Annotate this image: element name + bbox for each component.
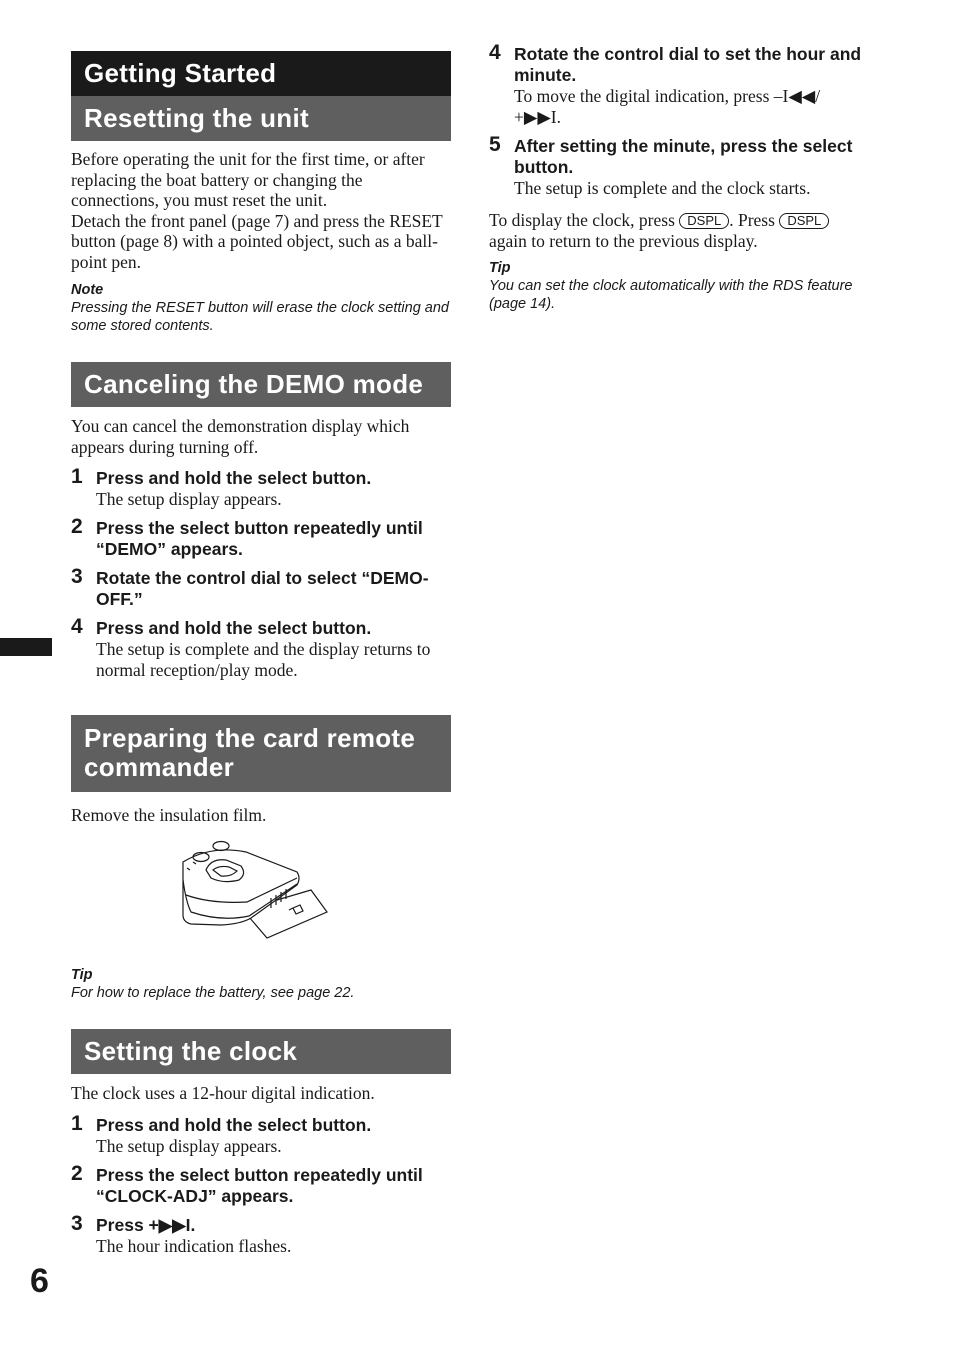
step-title: Press and hold the select button. [96, 618, 372, 638]
step-body: The setup display appears. [96, 489, 282, 509]
card-title-line-1: Preparing the card remote [84, 723, 416, 753]
demo-intro: You can cancel the demonstration display which appears during turning off. [71, 416, 410, 457]
step-body: The hour indication flashes. [96, 1236, 292, 1256]
step-title: Rotate the control dial to set the hour and minute. [514, 44, 862, 85]
demo-step-4 [71, 615, 451, 681]
dspl-key: DSPL [679, 213, 729, 229]
step-body: The setup is complete and the clock starts. [514, 178, 811, 198]
step-number: 3 [71, 1212, 83, 1235]
card-title-line-2: commander [84, 752, 235, 782]
section-title-card-remote [71, 715, 451, 792]
section-title-resetting: Resetting the unit [71, 96, 451, 141]
clock-step-5 [489, 133, 869, 199]
step-title: Rotate the control dial to select “DEMO-OFF.” [96, 568, 429, 609]
card-remote-illustration [71, 840, 451, 955]
card-intro: Remove the insulation film. [71, 805, 267, 825]
step-number: 5 [489, 133, 501, 156]
section-tab-marker [0, 638, 52, 656]
clock-intro: The clock uses a 12-hour digital indication. [71, 1082, 375, 1103]
note-heading: Note [71, 282, 104, 298]
step-body: The setup is complete and the display returns to normal reception/play mode. [96, 639, 431, 680]
card-tip-text: For how to replace the battery, see page 22. [71, 984, 355, 1001]
note-text: Pressing the RESET button will erase the clock setting and some stored contents. [71, 300, 449, 334]
page-number: 6 [30, 1262, 49, 1300]
step-title: Press the select button repeatedly until “DEMO” appears. [96, 518, 423, 559]
clock-step-1 [71, 1112, 451, 1157]
step-title: Press the select button repeatedly until “CLOCK-ADJ” appears. [96, 1165, 423, 1206]
clock-tip-heading: Tip [489, 260, 511, 276]
section-title-clock: Setting the clock [71, 1029, 451, 1074]
clock-step-2 [71, 1162, 451, 1207]
card-remote-drawing [71, 840, 451, 955]
demo-step-1 [71, 465, 451, 510]
step-number: 1 [71, 1112, 83, 1135]
chapter-title: Getting Started [71, 51, 451, 96]
step-number: 1 [71, 465, 83, 488]
step-number: 3 [71, 565, 83, 588]
resetting-para-1: Before operating the unit for the first time, or after replacing the boat battery or changing the connections, you must reset the unit. [71, 149, 425, 210]
step-body: The setup display appears. [96, 1136, 282, 1156]
display-text-b: . Press [729, 210, 775, 230]
step-number: 2 [71, 515, 83, 538]
demo-step-3 [71, 565, 451, 610]
left-column [71, 51, 451, 1257]
step-number: 4 [71, 615, 83, 638]
card-tip-heading: Tip [71, 966, 93, 983]
display-text-c: again to return to the previous display. [489, 230, 758, 251]
step-body: To move the digital indication, press –I◀◀/ +▶▶I. [514, 86, 821, 127]
clock-tip-text: You can set the clock automatically with the RDS feature (page 14). [489, 278, 853, 312]
clock-step-3 [71, 1212, 451, 1257]
display-instruction [489, 210, 869, 251]
dspl-key: DSPL [779, 213, 829, 229]
step-number: 2 [71, 1162, 83, 1185]
step-title: Press +▶▶I. [96, 1215, 196, 1235]
right-column [489, 41, 869, 313]
resetting-para-2: Detach the front panel (page 7) and press the RESET button (page 8) with a pointed object, such as a ball-point pen. [71, 210, 443, 272]
step-title: After setting the minute, press the select button. [514, 136, 853, 177]
demo-step-2 [71, 515, 451, 560]
step-title: Press and hold the select button. [96, 468, 372, 488]
section-title-demo: Canceling the DEMO mode [71, 362, 451, 407]
step-title: Press and hold the select button. [96, 1115, 372, 1135]
clock-step-4 [489, 41, 869, 128]
step-number: 4 [489, 41, 501, 64]
display-text-a: To display the clock, press [489, 210, 675, 230]
